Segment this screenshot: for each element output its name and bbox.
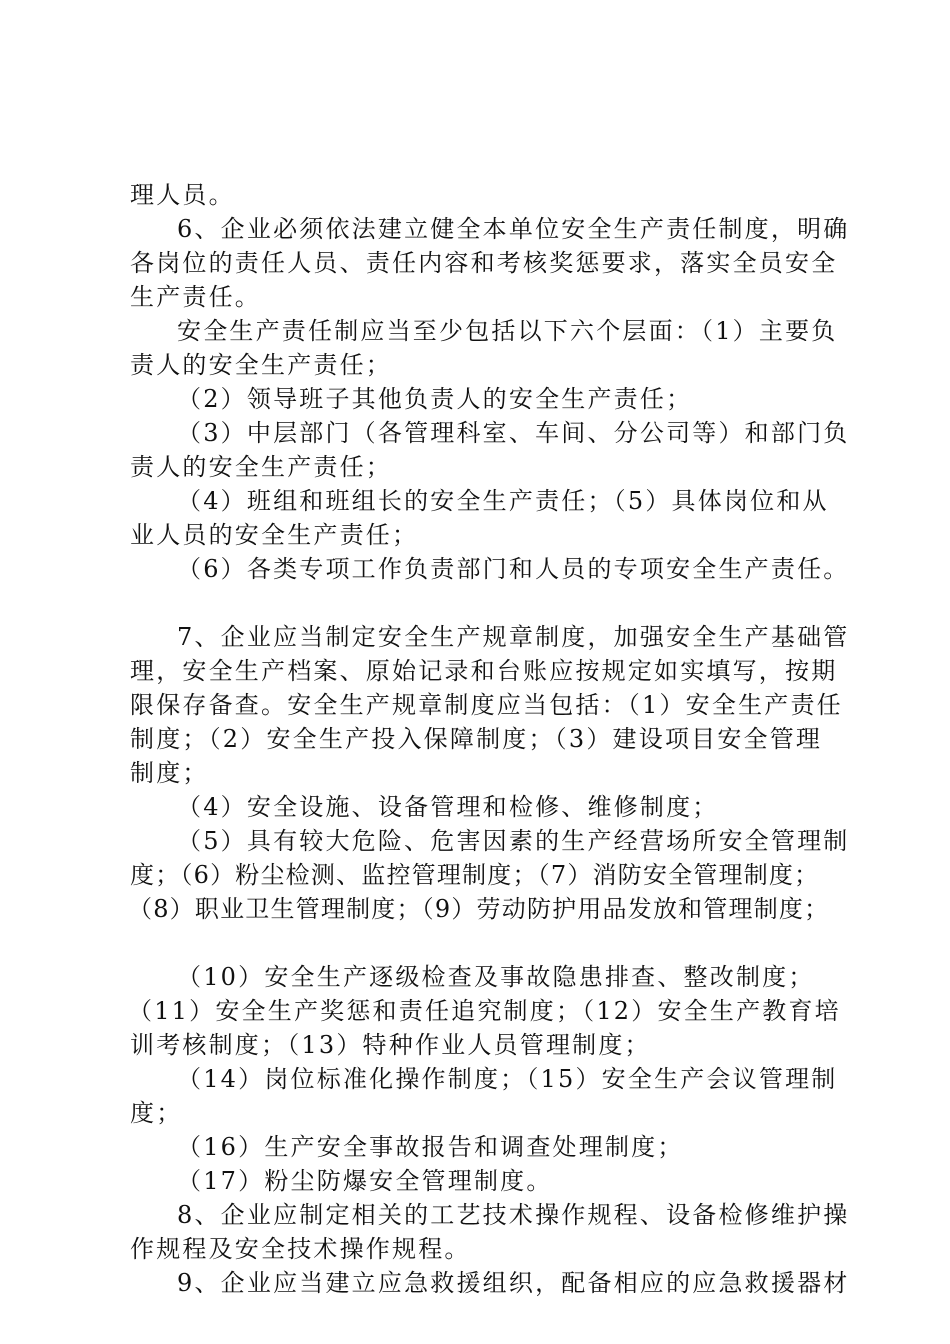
text-line: 6、企业必须依法建立健全本单位安全生产责任制度，明确 (177, 215, 850, 243)
text-line: 责人的安全生产责任； (130, 453, 392, 481)
text-line: 理人员。 (130, 181, 235, 209)
text-line: 训考核制度；（13）特种作业人员管理制度； (130, 1031, 651, 1059)
text-line: 作规程及安全技术操作规程。 (130, 1235, 471, 1263)
text-line: （8）职业卫生管理制度；（9）劳动防护用品发放和管理制度； (128, 895, 830, 923)
text-line: （16）生产安全事故报告和调查处理制度； (177, 1133, 684, 1161)
text-line: （2）领导班子其他负责人的安全生产责任； (177, 385, 693, 413)
text-line: 9、企业应当建立应急救援组织，配备相应的应急救援器材 (177, 1269, 850, 1297)
text-line: 限保存备查。安全生产规章制度应当包括：（1）安全生产责任 (130, 691, 843, 719)
text-line: 业人员的安全生产责任； (130, 521, 419, 549)
text-line: 度；（6）粉尘检测、监控管理制度；（7）消防安全管理制度； (130, 861, 820, 889)
text-line: 度； (130, 1099, 183, 1127)
text-line: （17）粉尘防爆安全管理制度。 (177, 1167, 553, 1195)
text-line: 责人的安全生产责任； (130, 351, 392, 379)
text-line: （11）安全生产奖惩和责任追究制度；（12）安全生产教育培 (128, 997, 841, 1025)
text-line: （14）岗位标准化操作制度；（15）安全生产会议管理制 (177, 1065, 838, 1093)
text-line: （10）安全生产逐级检查及事故隐患排查、整改制度； (177, 963, 815, 991)
text-line: 生产责任。 (130, 283, 261, 311)
text-line: （5）具有较大危险、危害因素的生产经营场所安全管理制 (177, 827, 850, 855)
text-line: 8、企业应制定相关的工艺技术操作规程、设备检修维护操 (177, 1201, 850, 1229)
text-line: （6）各类专项工作负责部门和人员的专项安全生产责任。 (177, 555, 850, 583)
text-line: 安全生产责任制应当至少包括以下六个层面：（1）主要负 (177, 317, 838, 345)
text-line: 制度； (130, 759, 209, 787)
text-line: （4）班组和班组长的安全生产责任；（5）具体岗位和从 (177, 487, 829, 515)
text-line: 各岗位的责任人员、责任内容和考核奖惩要求，落实全员安全 (130, 249, 838, 277)
text-line: （3）中层部门（各管理科室、车间、分公司等）和部门负 (177, 419, 850, 447)
text-line: 理，安全生产档案、原始记录和台账应按规定如实填写，按期 (130, 657, 838, 685)
text-line: 7、企业应当制定安全生产规章制度，加强安全生产基础管 (177, 623, 850, 651)
text-line: 制度；（2）安全生产投入保障制度；（3）建设项目安全管理 (130, 725, 823, 753)
text-line: （4）安全设施、设备管理和检修、维修制度； (177, 793, 719, 821)
